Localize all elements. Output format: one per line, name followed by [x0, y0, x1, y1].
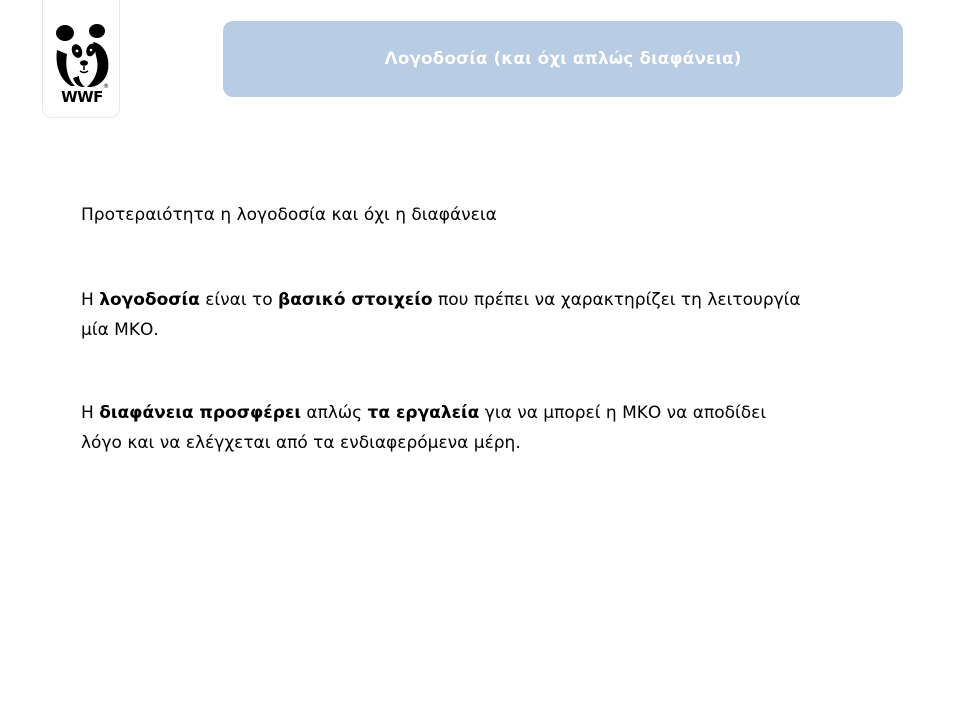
bold-transparency-offers: διαφάνεια προσφέρει [99, 403, 301, 423]
title-bar [223, 21, 903, 97]
text-span: για να μπορεί η ΜΚΟ να αποδίδει λόγο και να ελέγχεται από τα ενδιαφερόμενα μέρη. [81, 403, 767, 453]
paragraph-priority [81, 200, 801, 230]
bold-key-element: βασικό στοιχείο [278, 290, 433, 310]
slide-title: Λογοδοσία (και όχι απλώς διαφάνεια) [384, 49, 742, 69]
text-span: που πρέπει να χαρακτηρίζει τη λειτουργία μία ΜΚΟ. [81, 290, 801, 340]
text-span: Η [81, 403, 100, 423]
paragraph-priority-text: Προτεραιότητα η λογοδοσία και όχι η διαφάνεια [81, 205, 497, 225]
text-span: είναι το [199, 290, 279, 310]
registered-mark: ® [103, 83, 109, 90]
text-span: Η [81, 290, 100, 310]
panda-icon [53, 24, 111, 88]
paragraph-accountability [81, 285, 801, 345]
paragraph-transparency [81, 398, 801, 458]
bold-the-tools: τα εργαλεία [367, 403, 480, 423]
wwf-logo [42, 0, 120, 118]
text-span: απλώς [300, 403, 368, 423]
bold-accountability: λογοδοσία [99, 290, 200, 310]
wwf-logo-text: WWF [61, 88, 103, 106]
